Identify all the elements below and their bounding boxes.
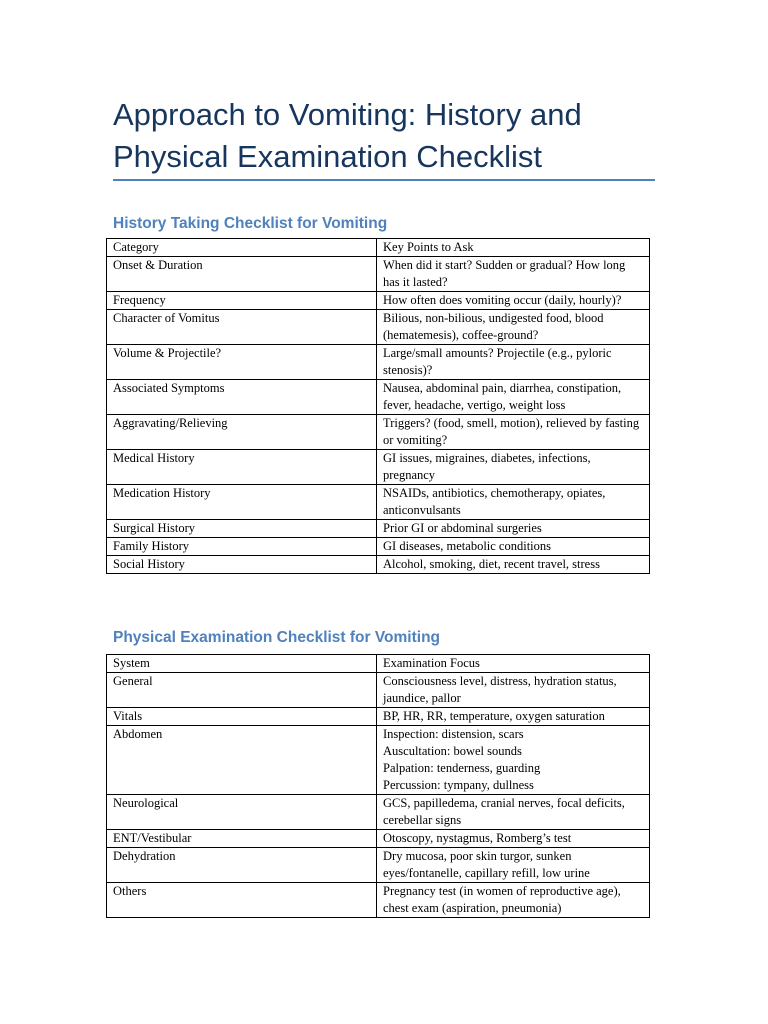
row-detail-cell: Nausea, abdominal pain, diarrhea, constipation, fever, headache, vertigo, weight loss bbox=[377, 380, 650, 415]
detail-line: Auscultation: bowel sounds bbox=[383, 744, 522, 758]
row-label-cell: Associated Symptoms bbox=[107, 380, 377, 415]
history-section-heading: History Taking Checklist for Vomiting bbox=[113, 215, 388, 232]
row-detail-cell: When did it start? Sudden or gradual? How long has it lasted? bbox=[377, 257, 650, 292]
physical-exam-table bbox=[106, 654, 650, 918]
row-label-cell: Aggravating/Relieving bbox=[107, 415, 377, 450]
row-label-cell: Character of Vomitus bbox=[107, 310, 377, 345]
row-detail-cell: BP, HR, RR, temperature, oxygen saturation bbox=[377, 708, 650, 726]
table-row bbox=[107, 415, 650, 450]
table-row bbox=[107, 292, 650, 310]
row-label-cell: General bbox=[107, 673, 377, 708]
row-detail-cell: Prior GI or abdominal surgeries bbox=[377, 520, 650, 538]
detail-line: Percussion: tympany, dullness bbox=[383, 778, 534, 792]
row-label-cell: Neurological bbox=[107, 795, 377, 830]
history-checklist-table bbox=[106, 238, 650, 574]
table-row bbox=[107, 520, 650, 538]
history-table-body bbox=[107, 239, 650, 574]
row-detail-cell: Otoscopy, nystagmus, Romberg’s test bbox=[377, 830, 650, 848]
row-detail-cell: Bilious, non-bilious, undigested food, blood (hematemesis), coffee-ground? bbox=[377, 310, 650, 345]
table-row bbox=[107, 883, 650, 918]
header-cell-key-points: Key Points to Ask bbox=[377, 239, 650, 257]
row-label-cell: Dehydration bbox=[107, 848, 377, 883]
table-row bbox=[107, 257, 650, 292]
row-label-cell: Others bbox=[107, 883, 377, 918]
table-row bbox=[107, 726, 650, 795]
row-detail-cell bbox=[377, 726, 650, 795]
header-cell-category: Category bbox=[107, 239, 377, 257]
table-row bbox=[107, 380, 650, 415]
row-detail-cell: How often does vomiting occur (daily, hourly)? bbox=[377, 292, 650, 310]
table-row bbox=[107, 556, 650, 574]
detail-line: Palpation: tenderness, guarding bbox=[383, 761, 541, 775]
row-detail-cell: GCS, papilledema, cranial nerves, focal deficits, cerebellar signs bbox=[377, 795, 650, 830]
table-row bbox=[107, 708, 650, 726]
table-row bbox=[107, 830, 650, 848]
row-label-cell: Surgical History bbox=[107, 520, 377, 538]
table-row bbox=[107, 848, 650, 883]
table-row bbox=[107, 450, 650, 485]
table-row bbox=[107, 795, 650, 830]
row-label-cell: Volume & Projectile? bbox=[107, 345, 377, 380]
physical-section-heading: Physical Examination Checklist for Vomiting bbox=[113, 629, 441, 646]
row-label-cell: Family History bbox=[107, 538, 377, 556]
header-cell-system: System bbox=[107, 655, 377, 673]
title-underline bbox=[113, 179, 655, 181]
table-row bbox=[107, 538, 650, 556]
row-label-cell: Vitals bbox=[107, 708, 377, 726]
row-label-cell: Onset & Duration bbox=[107, 257, 377, 292]
row-detail-cell: Large/small amounts? Projectile (e.g., pyloric stenosis)? bbox=[377, 345, 650, 380]
page-title: Approach to Vomiting: History and Physical Examination Checklist bbox=[113, 97, 582, 174]
row-label-cell: Medical History bbox=[107, 450, 377, 485]
table-header-row bbox=[107, 239, 650, 257]
table-row bbox=[107, 673, 650, 708]
row-detail-cell: NSAIDs, antibiotics, chemotherapy, opiates, anticonvulsants bbox=[377, 485, 650, 520]
row-label-cell: Social History bbox=[107, 556, 377, 574]
physical-table-body bbox=[107, 655, 650, 918]
row-detail-cell: Dry mucosa, poor skin turgor, sunken eyes/fontanelle, capillary refill, low urine bbox=[377, 848, 650, 883]
table-row bbox=[107, 485, 650, 520]
row-detail-cell: Pregnancy test (in women of reproductive age), chest exam (aspiration, pneumonia) bbox=[377, 883, 650, 918]
row-detail-cell: Triggers? (food, smell, motion), relieved by fasting or vomiting? bbox=[377, 415, 650, 450]
table-row bbox=[107, 345, 650, 380]
row-label-cell: Frequency bbox=[107, 292, 377, 310]
row-detail-cell: GI diseases, metabolic conditions bbox=[377, 538, 650, 556]
table-row bbox=[107, 310, 650, 345]
row-label-cell: Abdomen bbox=[107, 726, 377, 795]
row-detail-cell: Alcohol, smoking, diet, recent travel, stress bbox=[377, 556, 650, 574]
detail-line: Inspection: distension, scars bbox=[383, 727, 524, 741]
row-detail-cell: GI issues, migraines, diabetes, infections, pregnancy bbox=[377, 450, 650, 485]
row-detail-cell: Consciousness level, distress, hydration status, jaundice, pallor bbox=[377, 673, 650, 708]
table-header-row bbox=[107, 655, 650, 673]
header-cell-exam-focus: Examination Focus bbox=[377, 655, 650, 673]
row-label-cell: Medication History bbox=[107, 485, 377, 520]
row-label-cell: ENT/Vestibular bbox=[107, 830, 377, 848]
